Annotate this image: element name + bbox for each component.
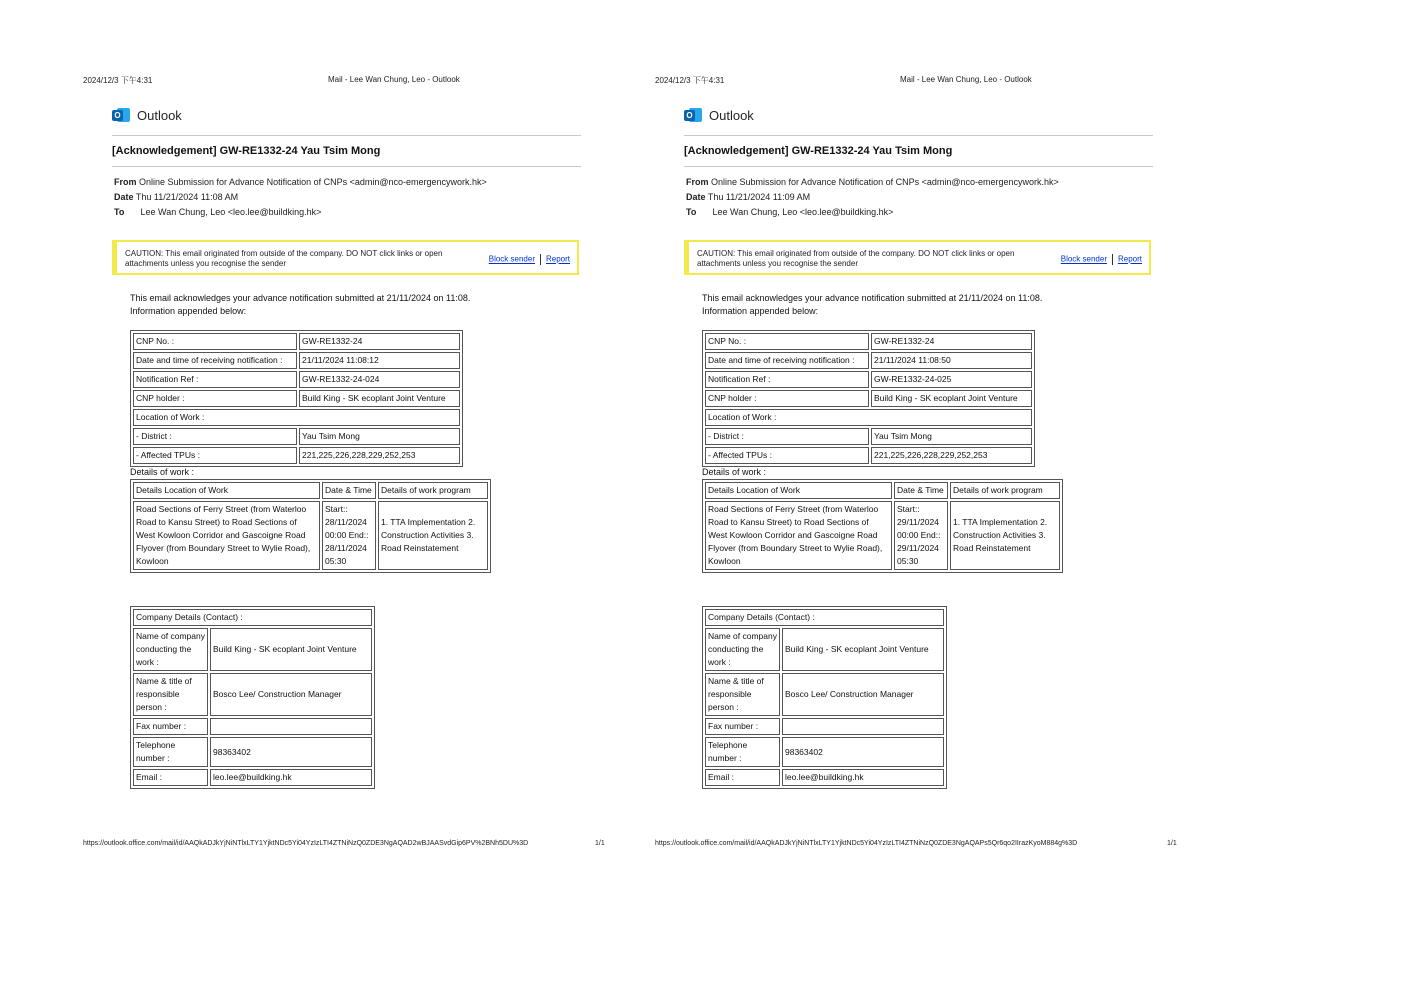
divider	[684, 166, 1153, 167]
column-header: Details of work program	[378, 482, 488, 499]
footer-url: https://outlook.office.com/mail/id/AAQkADJkYjNiNTlxLTY1YjktNDc5Yi04YzIzLTI4ZTNiNzQ0ZDE3NgAQAPs5Qr6qo2IIrazKyoM884g%3D	[655, 840, 1078, 847]
date-line	[114, 192, 238, 202]
outlook-brand	[684, 107, 754, 123]
work-details-table	[702, 479, 1063, 573]
company-name-value: Build King - SK ecoplant Joint Venture	[210, 628, 372, 671]
block-sender-link[interactable]: Block sender	[488, 254, 535, 264]
date-line	[686, 192, 810, 202]
company-details-label: Company Details (Contact) :	[133, 609, 372, 626]
report-link[interactable]: Report	[1117, 254, 1142, 264]
table-row	[133, 428, 460, 445]
from-value[interactable]: Online Submission for Advance Notification of CNPs <admin@nco-emergencywork.hk>	[139, 177, 487, 187]
notif-ref-value: GW-RE1332-24-025	[871, 371, 1032, 388]
received-label: Date and time of receiving notification :	[133, 352, 297, 369]
district-value: Yau Tsim Mong	[299, 428, 460, 445]
company-name-label: Name of company conducting the work :	[133, 628, 208, 671]
from-label: From	[114, 177, 137, 187]
table-row	[705, 628, 944, 671]
tpus-label: - Affected TPUs :	[705, 447, 869, 464]
responsible-value: Bosco Lee/ Construction Manager	[782, 673, 944, 716]
fax-value	[782, 718, 944, 735]
from-label: From	[686, 177, 709, 187]
table-row	[705, 371, 1032, 388]
email-subject: [Acknowledgement] GW-RE1332-24 Yau Tsim Mong	[684, 145, 953, 157]
table-row	[133, 371, 460, 388]
to-line	[686, 207, 893, 217]
page-number: 1/1	[595, 840, 605, 847]
printed-email-page-2	[655, 0, 1228, 992]
table-row	[705, 428, 1032, 445]
print-title: Mail - Lee Wan Chung, Leo - Outlook	[328, 75, 460, 84]
divider	[1112, 254, 1113, 265]
work-time-cell: Start:: 28/11/2024 00:00 End:: 28/11/2024 05:30	[322, 501, 376, 570]
cnp-no-value: GW-RE1332-24	[299, 333, 460, 350]
tpus-label: - Affected TPUs :	[133, 447, 297, 464]
column-header: Details Location of Work	[133, 482, 320, 499]
from-line	[114, 177, 487, 187]
email-value[interactable]: leo.lee@buildking.hk	[210, 769, 372, 786]
outlook-brand	[112, 107, 182, 123]
table-row	[133, 390, 460, 407]
company-details-label: Company Details (Contact) :	[705, 609, 944, 626]
caution-text: CAUTION: This email originated from outside of the company. DO NOT click links or open attachments unless you recognise the sender	[697, 249, 1015, 268]
district-label: - District :	[705, 428, 869, 445]
page-number: 1/1	[1167, 840, 1177, 847]
column-header: Details of work program	[950, 482, 1060, 499]
cnp-holder-value: Build King - SK ecoplant Joint Venture	[299, 390, 460, 407]
cnp-no-value: GW-RE1332-24	[871, 333, 1032, 350]
telephone-value: 98363402	[210, 737, 372, 767]
email-label: Email :	[133, 769, 208, 786]
work-program-cell: 1. TTA Implementation 2. Construction Activities 3. Road Reinstatement	[378, 501, 488, 570]
intro-line: This email acknowledges your advance notification submitted at 21/11/2024 on 11:08.	[130, 293, 471, 303]
received-label: Date and time of receiving notification :	[705, 352, 869, 369]
work-details-table	[130, 479, 491, 573]
notif-ref-label: Notification Ref :	[133, 371, 297, 388]
table-row	[705, 447, 1032, 464]
table-header-row	[133, 482, 488, 499]
block-sender-link[interactable]: Block sender	[1060, 254, 1107, 264]
fax-value	[210, 718, 372, 735]
work-time-cell: Start:: 29/11/2024 00:00 End:: 29/11/2024 05:30	[894, 501, 948, 570]
notif-ref-value: GW-RE1332-24-024	[299, 371, 460, 388]
table-row	[133, 628, 372, 671]
district-label: - District :	[133, 428, 297, 445]
table-row	[133, 409, 460, 426]
table-row	[133, 609, 372, 626]
external-caution-banner	[684, 240, 1151, 275]
work-location-cell: Road Sections of Ferry Street (from Waterloo Road to Kansu Street) to Road Sections of West Kowloon Corridor and Gascoigne Road Flyover (from Boundary Street to Wylie Road), Kowloon	[705, 501, 892, 570]
company-details-table	[702, 606, 947, 789]
fax-label: Fax number :	[705, 718, 780, 735]
cnp-no-label: CNP No. :	[133, 333, 297, 350]
email-label: Email :	[705, 769, 780, 786]
brand-name: Outlook	[709, 107, 754, 123]
date-value: Thu 11/21/2024 11:08 AM	[135, 192, 239, 202]
district-value: Yau Tsim Mong	[871, 428, 1032, 445]
table-row	[133, 769, 372, 786]
print-title: Mail - Lee Wan Chung, Leo - Outlook	[900, 75, 1032, 84]
table-row	[133, 352, 460, 369]
table-row	[133, 737, 372, 767]
tpus-value: 221,225,226,228,229,252,253	[871, 447, 1032, 464]
table-row	[705, 718, 944, 735]
table-row	[705, 501, 1060, 570]
table-header-row	[705, 482, 1060, 499]
divider	[112, 135, 581, 136]
to-value[interactable]: Lee Wan Chung, Leo <leo.lee@buildking.hk>	[140, 207, 322, 217]
responsible-value: Bosco Lee/ Construction Manager	[210, 673, 372, 716]
company-name-value: Build King - SK ecoplant Joint Venture	[782, 628, 944, 671]
responsible-label: Name & title of responsible person :	[705, 673, 780, 716]
outlook-logo-icon: O	[684, 107, 702, 123]
intro-line: This email acknowledges your advance notification submitted at 21/11/2024 on 11:08.	[702, 293, 1043, 303]
table-row	[133, 673, 372, 716]
table-row	[705, 737, 944, 767]
date-value: Thu 11/21/2024 11:09 AM	[707, 192, 811, 202]
to-value[interactable]: Lee Wan Chung, Leo <leo.lee@buildking.hk>	[712, 207, 894, 217]
from-line	[686, 177, 1059, 187]
table-row	[133, 501, 488, 570]
email-subject: [Acknowledgement] GW-RE1332-24 Yau Tsim Mong	[112, 145, 381, 157]
print-date: 2024/12/3 下午4:31	[655, 76, 725, 85]
outlook-logo-icon: O	[112, 107, 130, 123]
caution-text: CAUTION: This email originated from outside of the company. DO NOT click links or open attachments unless you recognise the sender	[125, 249, 443, 268]
work-location-cell: Road Sections of Ferry Street (from Waterloo Road to Kansu Street) to Road Sections of West Kowloon Corridor and Gascoigne Road Flyover (from Boundary Street to Wylie Road), Kowloon	[133, 501, 320, 570]
table-row	[705, 390, 1032, 407]
tpus-value: 221,225,226,228,229,252,253	[299, 447, 460, 464]
to-label: To	[686, 207, 697, 217]
table-row	[705, 609, 944, 626]
cnp-holder-value: Build King - SK ecoplant Joint Venture	[871, 390, 1032, 407]
table-row	[705, 409, 1032, 426]
external-caution-banner	[112, 240, 579, 275]
report-link[interactable]: Report	[545, 254, 570, 264]
divider	[540, 254, 541, 265]
email-intro	[130, 292, 470, 318]
received-value: 21/11/2024 11:08:12	[299, 352, 460, 369]
details-of-work-label: Details of work :	[702, 467, 767, 477]
to-label: To	[114, 207, 125, 217]
table-row	[133, 447, 460, 464]
company-name-label: Name of company conducting the work :	[705, 628, 780, 671]
cnp-holder-label: CNP holder :	[133, 390, 297, 407]
table-row	[705, 769, 944, 786]
fax-label: Fax number :	[133, 718, 208, 735]
location-label: Location of Work :	[705, 409, 1032, 426]
email-value[interactable]: leo.lee@buildking.hk	[782, 769, 944, 786]
date-label: Date	[686, 192, 706, 202]
footer-url: https://outlook.office.com/mail/id/AAQkADJkYjNiNTlxLTY1YjktNDc5Yi04YzIzLTI4ZTNiNzQ0ZDE3NgAQAD2wBJAASvdGip6PV%2BNh5DU%3D	[83, 840, 529, 847]
telephone-value: 98363402	[782, 737, 944, 767]
divider	[684, 135, 1153, 136]
from-value[interactable]: Online Submission for Advance Notification of CNPs <admin@nco-emergencywork.hk>	[711, 177, 1059, 187]
printed-email-page-1	[83, 0, 656, 992]
column-header: Details Location of Work	[705, 482, 892, 499]
intro-line: Information appended below:	[130, 306, 247, 316]
received-value: 21/11/2024 11:08:50	[871, 352, 1032, 369]
telephone-label: Telephone number :	[133, 737, 208, 767]
notification-table	[130, 330, 463, 467]
column-header: Date & Time	[894, 482, 948, 499]
print-date: 2024/12/3 下午4:31	[83, 76, 153, 85]
location-label: Location of Work :	[133, 409, 460, 426]
table-row	[705, 333, 1032, 350]
brand-name: Outlook	[137, 107, 182, 123]
work-program-cell: 1. TTA Implementation 2. Construction Activities 3. Road Reinstatement	[950, 501, 1060, 570]
to-line	[114, 207, 321, 217]
table-row	[705, 673, 944, 716]
table-row	[133, 333, 460, 350]
responsible-label: Name & title of responsible person :	[133, 673, 208, 716]
table-row	[705, 352, 1032, 369]
details-of-work-label: Details of work :	[130, 467, 195, 477]
divider	[112, 166, 581, 167]
notif-ref-label: Notification Ref :	[705, 371, 869, 388]
telephone-label: Telephone number :	[705, 737, 780, 767]
cnp-holder-label: CNP holder :	[705, 390, 869, 407]
email-intro	[702, 292, 1042, 318]
notification-table	[702, 330, 1035, 467]
column-header: Date & Time	[322, 482, 376, 499]
intro-line: Information appended below:	[702, 306, 819, 316]
table-row	[133, 718, 372, 735]
date-label: Date	[114, 192, 134, 202]
cnp-no-label: CNP No. :	[705, 333, 869, 350]
company-details-table	[130, 606, 375, 789]
